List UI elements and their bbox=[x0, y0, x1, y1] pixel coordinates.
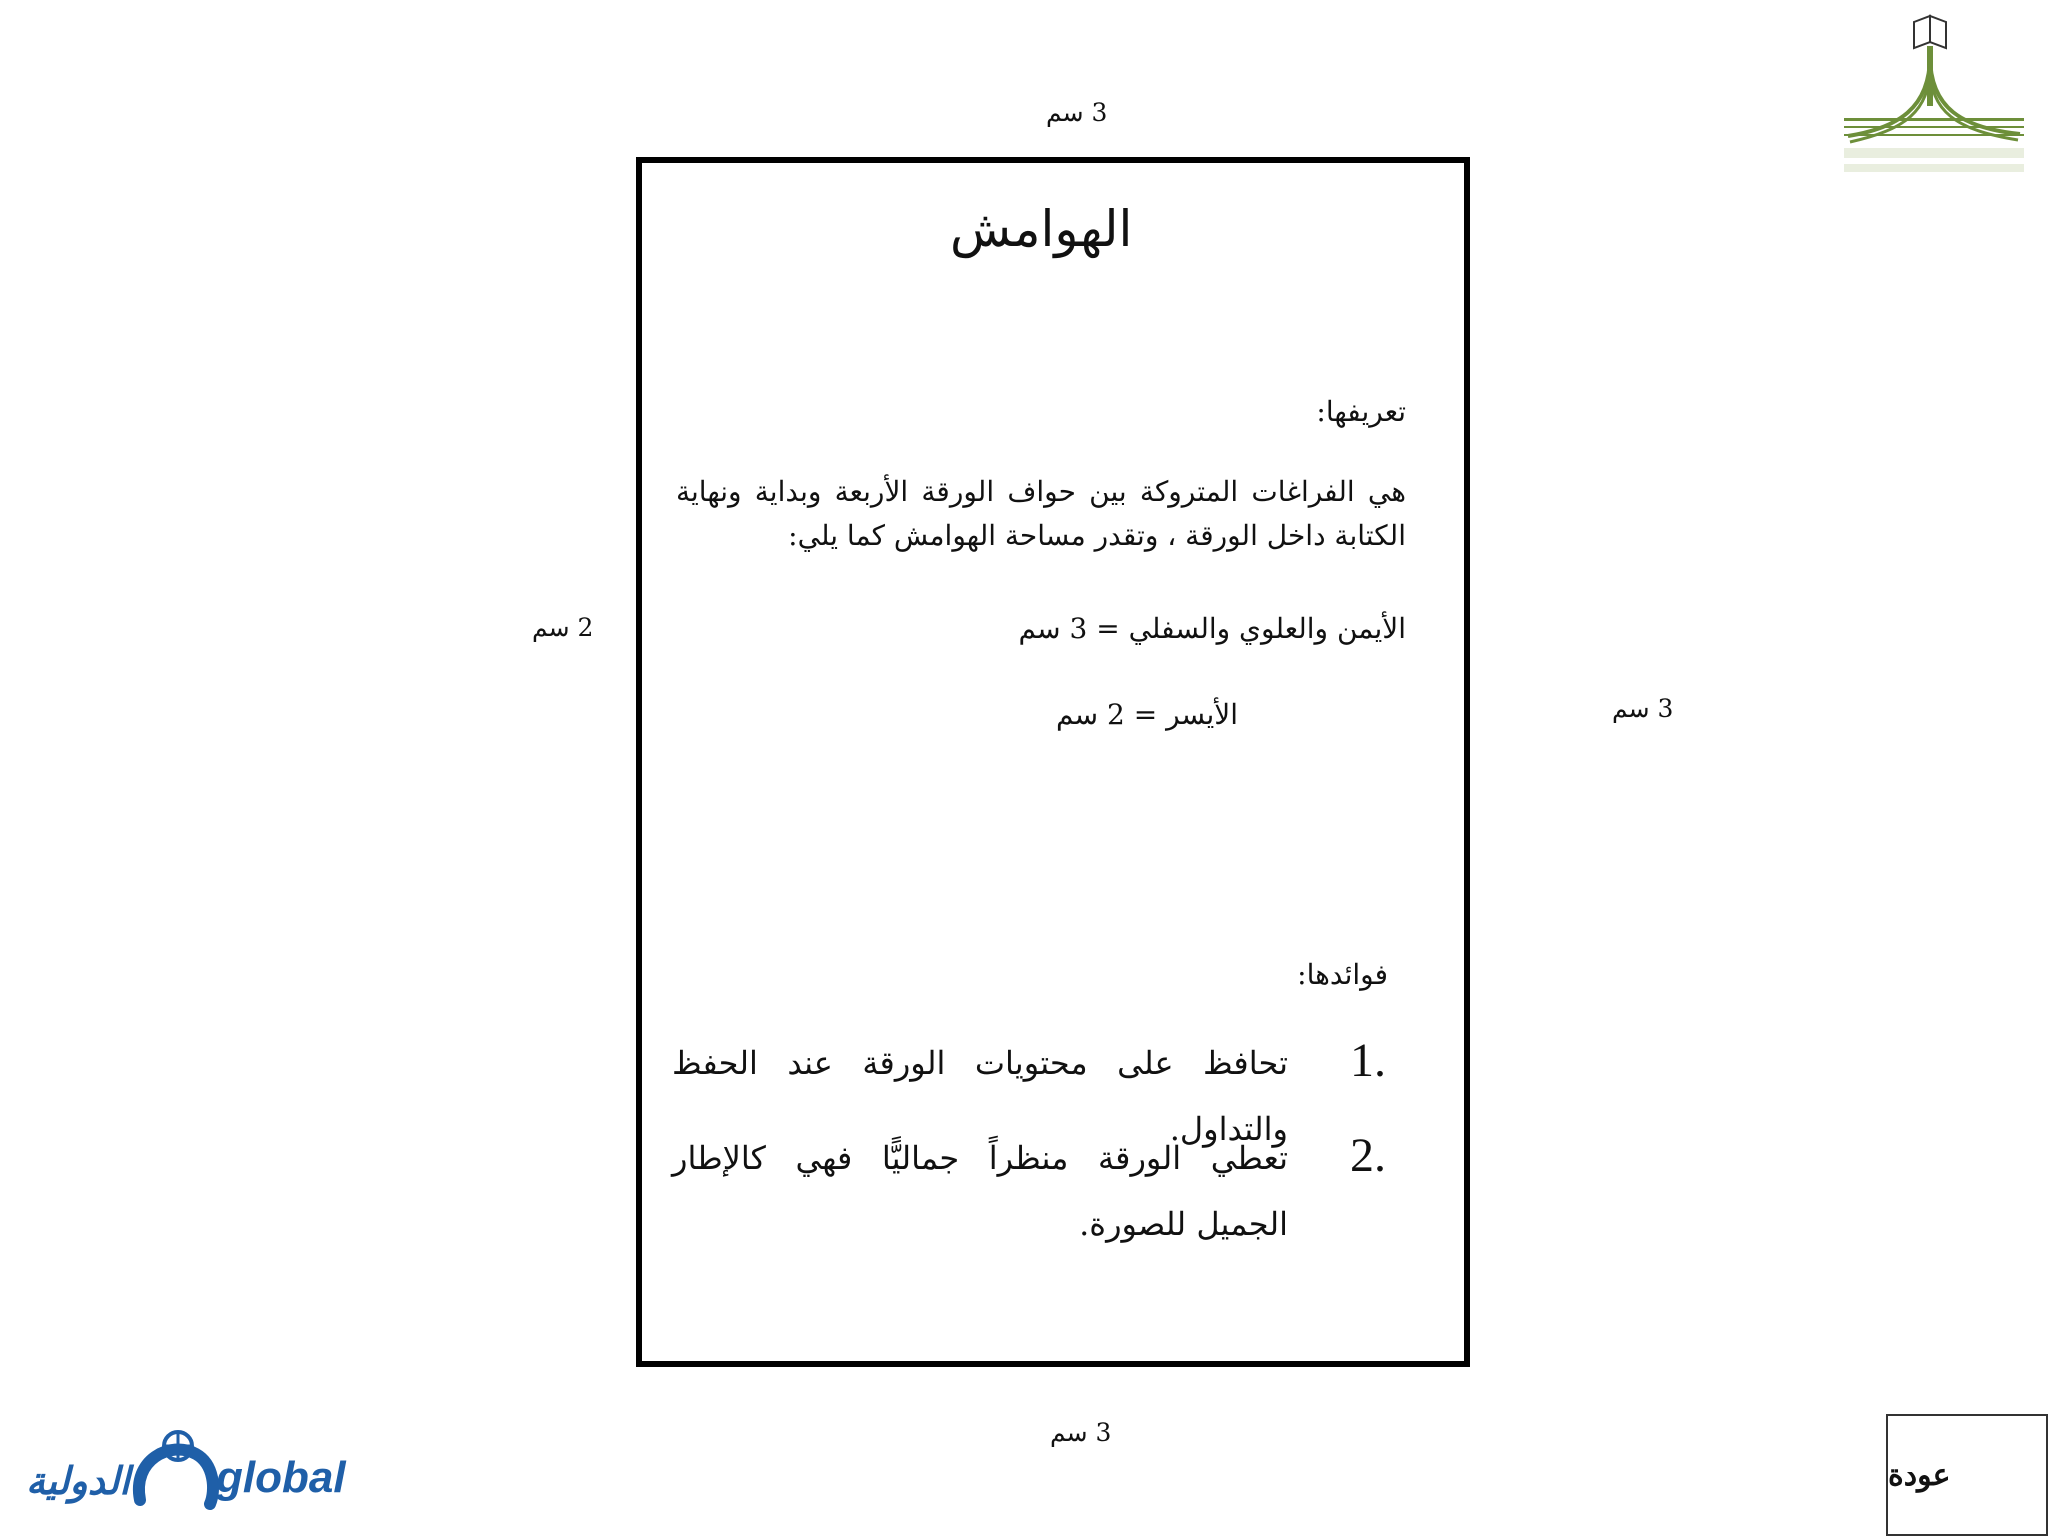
benefit-item bbox=[672, 1125, 1386, 1257]
benefit-number: 1. bbox=[1350, 1034, 1386, 1087]
right-margin-label: 3 سم bbox=[1612, 694, 1674, 723]
svg-text:global: global bbox=[216, 1453, 346, 1502]
benefits-heading: فوائدها: bbox=[1297, 958, 1388, 991]
benefit-text: تعطي الورقة منظراً جماليًّا فهي كالإطار الجميل للصورة. bbox=[672, 1139, 1288, 1243]
benefit-number: 2. bbox=[1350, 1129, 1386, 1182]
benefit-text: تحافظ على محتويات الورقة عند الحفظ والتداول. bbox=[672, 1044, 1288, 1148]
right-top-bottom-margin-text: الأيمن والعلوي والسفلي = 3 سم bbox=[1018, 612, 1406, 645]
bottom-margin-label: 3 سم bbox=[1050, 1418, 1112, 1447]
svg-text:الدولية: الدولية bbox=[26, 1461, 130, 1503]
global-logo bbox=[20, 1420, 350, 1520]
definition-text: هي الفراغات المتروكة بين حواف الورقة الأربعة وبداية ونهاية الكتابة داخل الورقة ، وتقدر مساحة الهوامش كما يلي: bbox=[676, 475, 1406, 552]
left-margin-label: 2 سم bbox=[532, 613, 594, 642]
back-button[interactable]: عودة bbox=[1886, 1414, 2048, 1536]
document-title: الهوامش bbox=[950, 200, 1133, 258]
definition-heading: تعريفها: bbox=[1316, 395, 1406, 428]
top-margin-label: 3 سم bbox=[1046, 98, 1108, 127]
university-logo bbox=[1838, 8, 2026, 178]
left-margin-text: الأيسر = 2 سم bbox=[1056, 698, 1239, 731]
